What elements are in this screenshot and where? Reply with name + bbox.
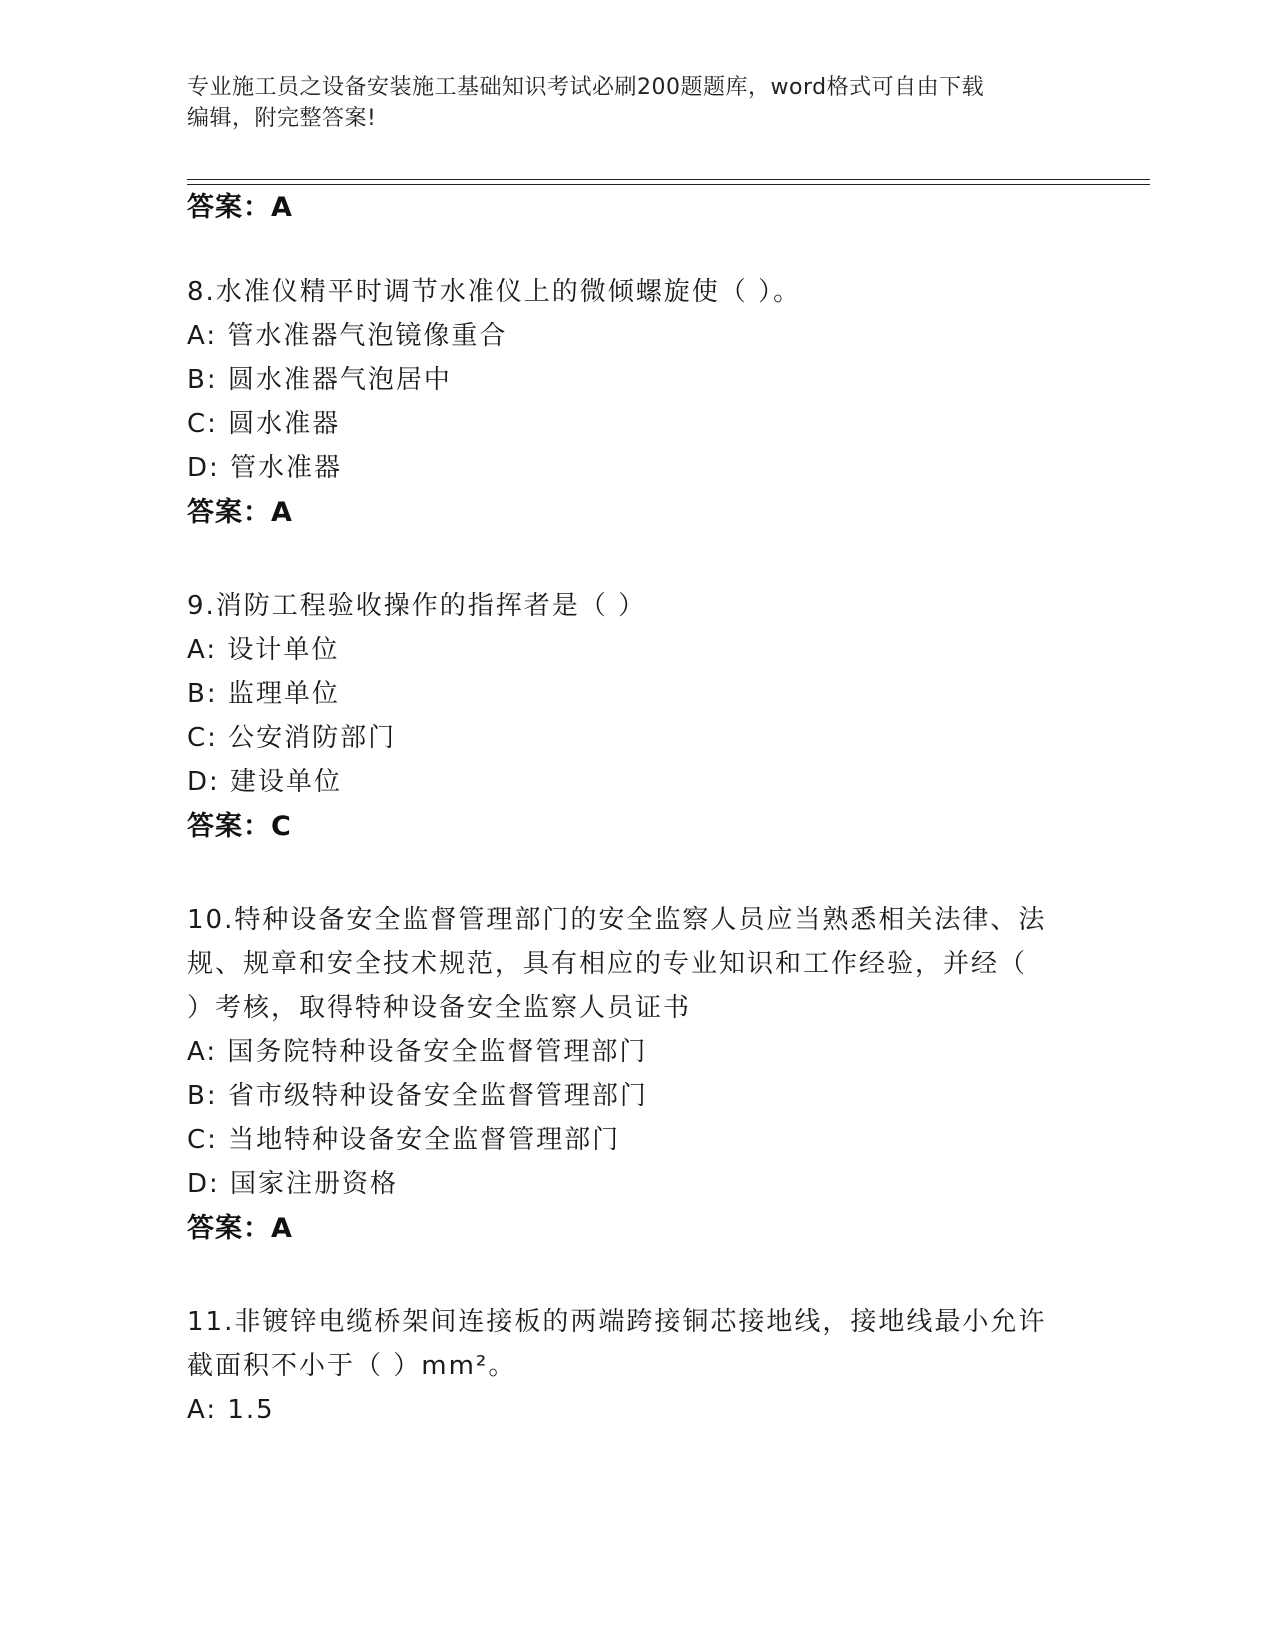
q8-option-b: B: 圆水准器气泡居中	[187, 365, 452, 395]
q9-option-b: B: 监理单位	[187, 679, 340, 709]
q9-option-d: D: 建设单位	[187, 767, 343, 797]
q8-option-a: A: 管水准器气泡镜像重合	[187, 321, 508, 351]
q10-option-d: D: 国家注册资格	[187, 1169, 399, 1199]
header-divider-top	[187, 179, 1150, 180]
header-divider-bottom	[187, 184, 1150, 185]
q8-answer: 答案：A	[187, 497, 293, 528]
q9-option-a: A: 设计单位	[187, 635, 340, 665]
q7-answer: 答案：A	[187, 192, 293, 223]
q10-option-c: C: 当地特种设备安全监督管理部门	[187, 1125, 621, 1155]
q8-option-d: D: 管水准器	[187, 453, 343, 483]
document-header	[187, 72, 1067, 134]
q9-answer: 答案：C	[187, 811, 292, 842]
q10-option-b: B: 省市级特种设备安全监督管理部门	[187, 1081, 648, 1111]
q10-option-a: A: 国务院特种设备安全监督管理部门	[187, 1037, 648, 1067]
q11-option-a: A: 1.5	[187, 1395, 275, 1425]
q10-answer: 答案：A	[187, 1213, 293, 1244]
q8-option-c: C: 圆水准器	[187, 409, 341, 439]
q8-stem: 8.水准仪精平时调节水准仪上的微倾螺旋使（ ）。	[187, 277, 802, 307]
header-line-2: 编辑，附完整答案!	[187, 106, 377, 131]
q11-stem-line-2: 截面积不小于（ ）mm²。	[187, 1351, 517, 1381]
q10-stem-line-3: ）考核，取得特种设备安全监察人员证书	[187, 993, 692, 1023]
q9-stem: 9.消防工程验收操作的指挥者是（ ）	[187, 591, 647, 621]
q9-option-c: C: 公安消防部门	[187, 723, 397, 753]
q10-stem-line-2: 规、规章和安全技术规范，具有相应的专业知识和工作经验，并经（	[187, 949, 1028, 979]
header-line-1: 专业施工员之设备安装施工基础知识考试必刷200题题库，word格式可自由下载	[187, 75, 985, 100]
q10-stem-line-1: 10.特种设备安全监督管理部门的安全监察人员应当熟悉相关法律、法	[187, 905, 1047, 935]
q11-stem-line-1: 11.非镀锌电缆桥架间连接板的两端跨接铜芯接地线，接地线最小允许	[187, 1307, 1047, 1337]
